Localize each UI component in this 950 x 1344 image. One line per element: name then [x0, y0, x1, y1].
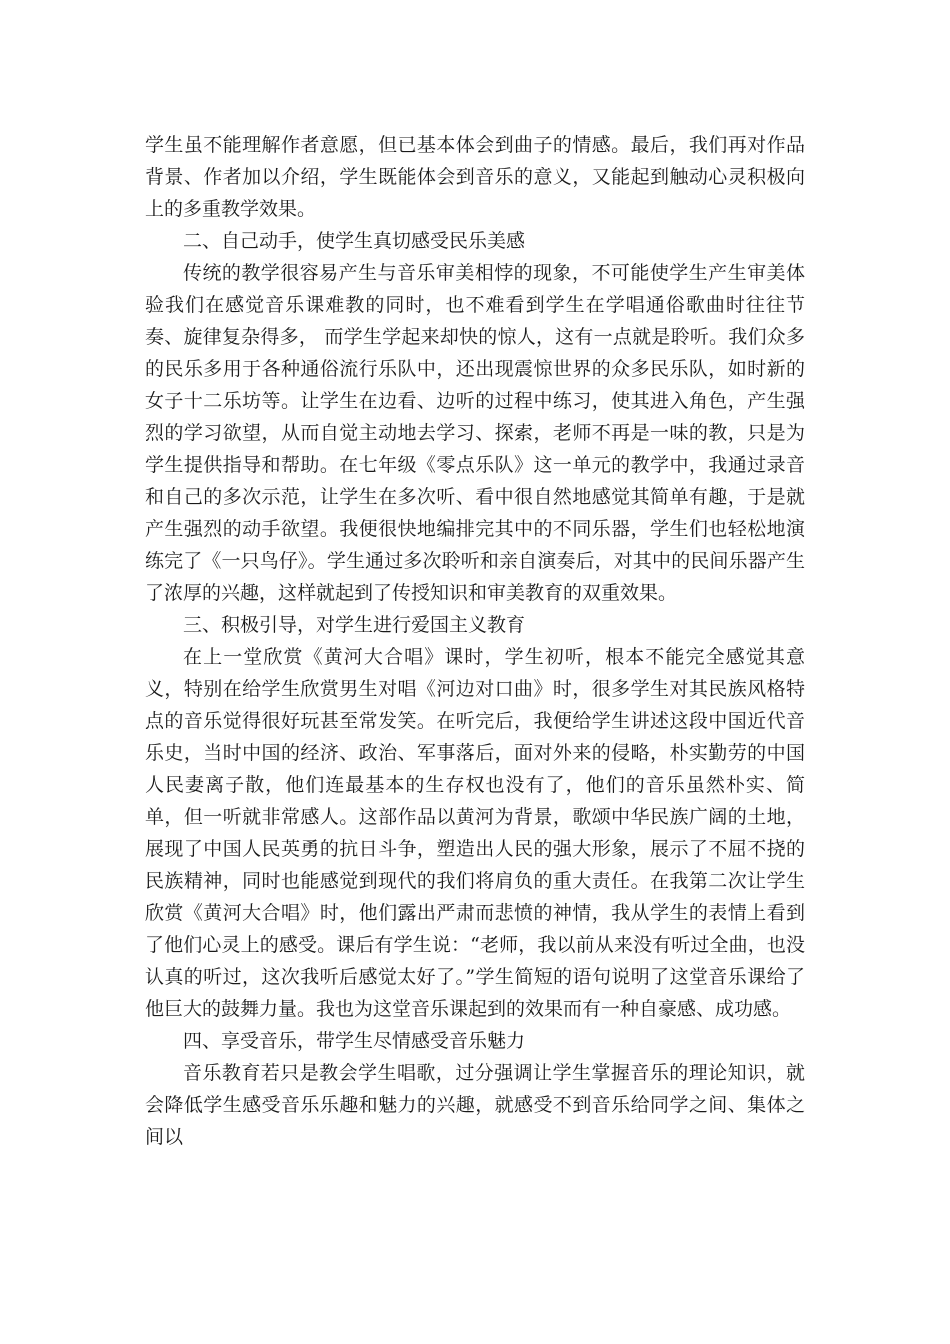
- section-heading-4: 四、享受音乐，带学生尽情感受音乐魅力: [183, 1030, 526, 1052]
- section-heading-3: 三、积极引导，对学生进行爱国主义教育: [183, 614, 526, 636]
- paragraph-continuation: 学生虽不能理解作者意愿，但已基本体会到曲子的情感。最后，我们再对作品背景、作者加以介绍，学生既能体会到音乐的意义，又能起到触动心灵积极向上的多重教学效果。: [145, 134, 805, 220]
- section-heading-2: 二、自己动手，使学生真切感受民乐美感: [183, 230, 526, 252]
- paragraph-section-4: 音乐教育若只是教会学生唱歌，过分强调让学生掌握音乐的理论知识，就会降低学生感受音乐乐趣和魅力的兴趣，就感受不到音乐给同学之间、集体之间以: [145, 1062, 805, 1148]
- paragraph-section-3: 在上一堂欣赏《黄河大合唱》课时，学生初听，根本不能完全感觉其意义，特别在给学生欣赏男生对唱《河边对口曲》时，很多学生对其民族风格特点的音乐觉得很好玩甚至常发笑。在听完后，我便给学生讲述这段中国近代音乐史，当时中国的经济、政治、军事落后，面对外来的侵略，朴实勤劳的中国人民妻离子散，他们连最基本的生存权也没有了，他们的音乐虽然朴实、简单，但一听就非常感人。这部作品以黄河为背景，歌颂中华民族广阔的土地，展现了中国人民英勇的抗日斗争，塑造出人民的强大形象，展示了不屈不挠的民族精神，同时也能感觉到现代的我们将肩负的重大责任。在我第二次让学生欣赏《黄河大合唱》时，他们露出严肃而悲愤的神情，我从学生的表情上看到了他们心灵上的感受。课后有学生说：“老师，我以前从来没有听过全曲，也没认真的听过，这次我听后感觉太好了。”学生简短的语句说明了这堂音乐课给了他巨大的鼓舞力量。我也为这堂音乐课起到的效果而有一种自豪感、成功感。: [145, 646, 805, 1020]
- document-body: [145, 129, 805, 1153]
- paragraph-section-2: 传统的教学很容易产生与音乐审美相悖的现象，不可能使学生产生审美体验我们在感觉音乐课难教的同时，也不难看到学生在学唱通俗歌曲时往往节奏、旋律复杂得多， 而学生学起来却快的惊人，这有一点就是聆听。我们众多的民乐多用于各种通俗流行乐队中，还出现震惊世界的众多民乐队，如时新的女子十二乐坊等。让学生在边看、边听的过程中练习，使其进入角色，产生强烈的学习欲望，从而自觉主动地去学习、探索，老师不再是一味的教，只是为学生提供指导和帮助。在七年级《零点乐队》这一单元的教学中，我通过录音和自己的多次示范，让学生在多次听、看中很自然地感觉其简单有趣，于是就产生强烈的动手欲望。我便很快地编排完其中的不同乐器，学生们也轻松地演练完了《一只鸟仔》。学生通过多次聆听和亲自演奏后，对其中的民间乐器产生了浓厚的兴趣，这样就起到了传授知识和审美教育的双重效果。: [145, 262, 805, 604]
